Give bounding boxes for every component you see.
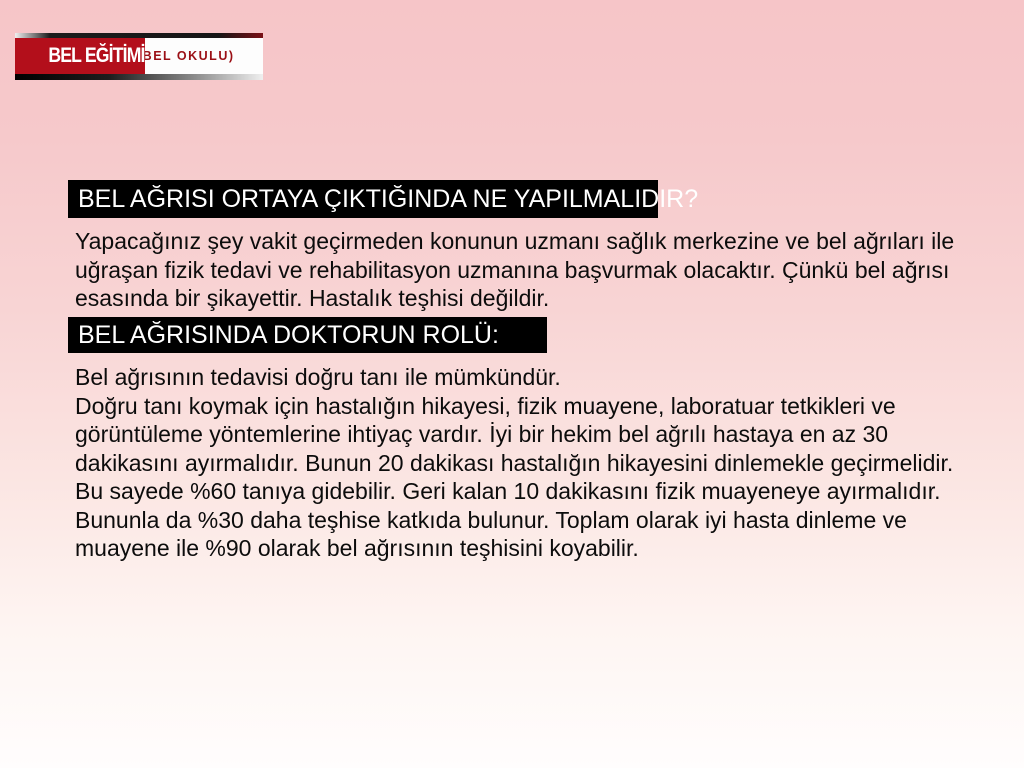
paragraph-line: görüntüleme yöntemlerine ihtiyaç vardır. İyi bir hekim bel ağrılı hastaya en az 30 (75, 421, 889, 447)
paragraph-line: Bu sayede %60 tanıya gidebilir. Geri kalan 10 dakikasını fizik muayeneye ayırmalıdır. (75, 478, 941, 504)
section1-paragraph (75, 227, 954, 313)
section1-heading-bar (68, 180, 699, 218)
paragraph-line: esasında bir şikayettir. Hastalık teşhisi değildir. (75, 285, 550, 311)
logo-red-panel (15, 38, 145, 74)
logo-secondary-text: (BEL OKULU) (137, 49, 235, 63)
logo-body (15, 38, 263, 74)
bel-egitimi-logo (15, 33, 263, 80)
paragraph-line: Doğru tanı koymak için hastalığın hikayesi, fizik muayene, laboratuar tetkikleri ve (75, 392, 896, 419)
paragraph-line: uğraşan fizik tedavi ve rehabilitasyon uzmanına başvurmak olacaktır. Çünkü bel ağrısı (75, 256, 950, 283)
logo-bottom-strip (15, 74, 263, 80)
logo-primary-text: BEL EĞİTİMİ (48, 44, 145, 67)
paragraph-line: dakikasını ayırmalıdır. Bunun 20 dakikası hastalığın hikayesini dinlemekle geçirmelidir. (75, 449, 954, 476)
section2-heading-text: BEL AĞRISINDA DOKTORUN ROLÜ: (78, 320, 499, 349)
logo-white-panel (137, 38, 263, 74)
paragraph-line: muayene ile %90 olarak bel ağrısının teşhisini koyabilir. (75, 535, 639, 561)
paragraph-line: Bununla da %30 daha teşhise katkıda bulunur. Toplam olarak iyi hasta dinleme ve (75, 506, 907, 533)
paragraph-line: Yapacağınız şey vakit geçirmeden konunun uzmanı sağlık merkezine ve bel ağrıları ile (75, 228, 955, 254)
section2-heading-bar (68, 317, 547, 353)
section2-paragraph (75, 363, 953, 563)
paragraph-line: Bel ağrısının tedavisi doğru tanı ile mümkündür. (75, 364, 561, 390)
section1-heading-text: BEL AĞRISI ORTAYA ÇIKTIĞINDA NE YAPILMALIDIR? (78, 184, 699, 213)
